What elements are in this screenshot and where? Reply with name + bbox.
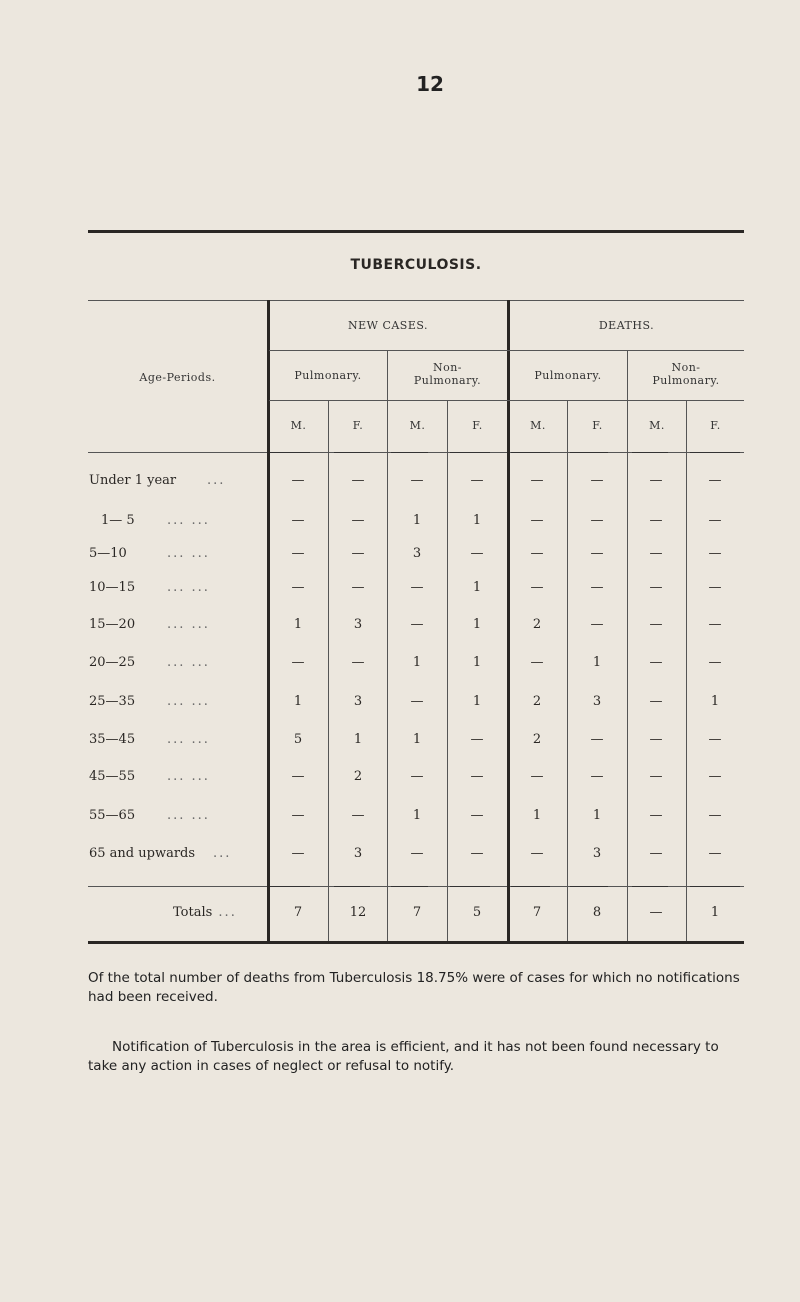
cell-underline-mark: [690, 886, 740, 887]
table-cell: 3: [592, 846, 602, 861]
table-cell: 3: [353, 694, 363, 709]
row-label: [89, 513, 264, 528]
row-leader-dots: ...: [213, 846, 232, 861]
col-m-1: M.: [290, 419, 307, 432]
table-cell: —: [649, 694, 663, 709]
row-label-text: 55—65: [89, 808, 136, 823]
table-cell: 3: [592, 694, 602, 709]
row-leader-dots: ... ...: [167, 655, 210, 670]
table-cell: —: [410, 846, 424, 861]
table-cell: —: [410, 769, 424, 784]
totals-cell: 12: [349, 905, 367, 920]
hseg-sub: [269, 400, 744, 401]
cell-underline-mark: [632, 886, 668, 887]
table-cell: 1: [532, 808, 542, 823]
cell-underline-mark: [570, 886, 608, 887]
cell-underline-mark: [334, 886, 370, 887]
table-cell: —: [530, 655, 544, 670]
table-cell: —: [351, 473, 365, 488]
totals-cell: 7: [532, 905, 542, 920]
cell-underline-mark: [391, 886, 428, 887]
table-cell: 2: [532, 694, 542, 709]
row-label-text: 45—55: [89, 769, 136, 784]
table-cell: 2: [532, 617, 542, 632]
deaths-non-pulmonary-line2: Pulmonary.: [652, 374, 720, 387]
row-label-text: 25—35: [89, 694, 136, 709]
table-cell: —: [291, 473, 305, 488]
table-cell: —: [351, 546, 365, 561]
table-cell: —: [590, 732, 604, 747]
table-cell: —: [708, 617, 722, 632]
table-cell: —: [708, 732, 722, 747]
table-cell: 1: [472, 580, 482, 595]
table-cell: 1: [412, 655, 422, 670]
table-cell: 1: [592, 808, 602, 823]
cell-underline-mark: [450, 452, 490, 453]
totals-cell: 5: [472, 905, 482, 920]
table-cell: 1: [472, 513, 482, 528]
table-cell: —: [530, 846, 544, 861]
row-leader-dots: ... ...: [167, 808, 210, 823]
row-label: [89, 473, 264, 488]
row-label-text: 15—20: [89, 617, 136, 632]
table-cell: —: [470, 473, 484, 488]
table-cell: —: [649, 617, 663, 632]
paragraph-notification-note: Notification of Tuberculosis in the area is efficient, and it has not been found necessary to take any action in cases of neglect or refusal to notify.: [88, 1039, 719, 1074]
table-cell: 3: [412, 546, 422, 561]
table-cell: —: [708, 655, 722, 670]
table-cell: —: [351, 580, 365, 595]
table-bottom-rule: [88, 941, 744, 944]
table-cell: —: [530, 769, 544, 784]
table-cell: 2: [532, 732, 542, 747]
col-f-3: F.: [592, 419, 603, 432]
table-cell: 1: [472, 617, 482, 632]
deaths-non-pulmonary-line1: Non-: [671, 361, 701, 374]
table-cell: 2: [353, 769, 363, 784]
table-cell: 5: [293, 732, 303, 747]
totals-cell: —: [649, 905, 663, 920]
table-cell: —: [291, 846, 305, 861]
row-label: [89, 617, 264, 632]
table-cell: 1: [353, 732, 363, 747]
new-pulmonary-header: Pulmonary.: [294, 369, 362, 382]
cell-underline-mark: [450, 886, 490, 887]
table-cell: 1: [412, 808, 422, 823]
row-leader-dots: ... ...: [167, 580, 210, 595]
col-f-2: F.: [472, 419, 483, 432]
table-cell: —: [291, 513, 305, 528]
table-title: TUBERCULOSIS.: [350, 257, 482, 273]
table-cell: —: [291, 580, 305, 595]
totals-leader-dots: ...: [212, 905, 237, 920]
table-cell: —: [649, 655, 663, 670]
row-label-text: Under 1 year: [89, 473, 177, 488]
table-cell: —: [649, 732, 663, 747]
row-label: [89, 769, 264, 784]
table-cell: —: [649, 846, 663, 861]
table-cell: —: [410, 617, 424, 632]
cell-underline-mark: [511, 452, 550, 453]
table-cell: —: [410, 473, 424, 488]
totals-cell: 1: [710, 905, 720, 920]
table-cell: —: [708, 846, 722, 861]
table-cell: —: [708, 473, 722, 488]
hseg-group: [269, 350, 744, 351]
table-cell: —: [470, 732, 484, 747]
row-label: [89, 694, 264, 709]
age-periods-header: Age-Periods.: [139, 371, 216, 384]
col-m-3: M.: [530, 419, 546, 432]
table-cell: —: [590, 513, 604, 528]
row-leader-dots: ... ...: [167, 546, 210, 561]
row-label: [89, 580, 264, 595]
table-cell: —: [291, 769, 305, 784]
table-cell: 3: [353, 617, 363, 632]
table-cell: —: [351, 513, 365, 528]
table-cell: —: [590, 546, 604, 561]
table-cell: —: [530, 473, 544, 488]
table-cell: —: [590, 580, 604, 595]
table-cell: —: [708, 513, 722, 528]
table-cell: —: [351, 655, 365, 670]
totals-label-text: Totals: [173, 905, 213, 920]
table-cell: —: [291, 655, 305, 670]
row-leader-dots: ... ...: [167, 617, 210, 632]
row-leader-dots: ... ...: [167, 694, 210, 709]
top-heavy-rule: [88, 230, 744, 233]
deaths-pulmonary-header: Pulmonary.: [534, 369, 602, 382]
table-cell: —: [470, 808, 484, 823]
table-cell: —: [530, 580, 544, 595]
table-cell: 1: [710, 694, 720, 709]
table-cell: —: [590, 617, 604, 632]
row-label: [89, 846, 264, 861]
row-leader-dots: ... ...: [167, 732, 210, 747]
table-cell: —: [649, 473, 663, 488]
col-f-4: F.: [710, 419, 721, 432]
table-cell: —: [470, 546, 484, 561]
table-cell: —: [530, 513, 544, 528]
table-cell: 1: [472, 655, 482, 670]
paragraph-deaths-note: Of the total number of deaths from Tuberculosis 18.75% were of cases for which no notifications had been received.: [88, 970, 740, 1005]
table-cell: 1: [592, 655, 602, 670]
table-cell: —: [649, 546, 663, 561]
new-non-pulmonary-line2: Pulmonary.: [413, 374, 482, 387]
table-cell: —: [470, 846, 484, 861]
table-cell: —: [410, 580, 424, 595]
table-cell: —: [530, 546, 544, 561]
cell-underline-mark: [690, 452, 740, 453]
new-non-pulmonary-header: [388, 361, 507, 387]
table-cell: 3: [353, 846, 363, 861]
row-label-text: 35—45: [89, 732, 136, 747]
table-cell: —: [708, 769, 722, 784]
table-cell: —: [470, 769, 484, 784]
deaths-header: DEATHS.: [598, 319, 655, 332]
row-leader-dots: ... ...: [167, 769, 210, 784]
cell-underline-mark: [570, 452, 608, 453]
deaths-non-pulmonary-header: [628, 361, 744, 387]
row-label-text: 1— 5: [101, 513, 135, 528]
totals-cell: 8: [592, 905, 602, 920]
new-non-pulmonary-line1: Non-: [432, 361, 463, 374]
row-label: [89, 808, 264, 823]
table-cell: —: [708, 580, 722, 595]
row-label: [89, 732, 264, 747]
table-cell: —: [590, 473, 604, 488]
row-label-text: 5—10: [89, 546, 127, 561]
row-label-text: 65 and upwards: [89, 846, 196, 861]
table-cell: 1: [412, 513, 422, 528]
table-cell: 1: [293, 617, 303, 632]
table-cell: —: [351, 808, 365, 823]
table-cell: —: [649, 769, 663, 784]
col-f-1: F.: [352, 419, 364, 432]
page-number: 12: [416, 72, 444, 96]
cell-underline-mark: [270, 452, 310, 453]
cell-underline-mark: [511, 886, 550, 887]
table-cell: 1: [293, 694, 303, 709]
row-leader-dots: ... ...: [167, 513, 210, 528]
totals-cell: 7: [293, 905, 303, 920]
table-cell: —: [590, 769, 604, 784]
new-cases-header: NEW CASES.: [347, 319, 429, 332]
col-m-2: M.: [409, 419, 426, 432]
table-cell: —: [649, 513, 663, 528]
row-label-text: 10—15: [89, 580, 136, 595]
row-label: [89, 546, 264, 561]
table-cell: —: [649, 808, 663, 823]
table-cell: —: [649, 580, 663, 595]
header-top-rule: [88, 300, 744, 301]
table-cell: —: [291, 808, 305, 823]
cell-underline-mark: [632, 452, 668, 453]
totals-cell: 7: [412, 905, 422, 920]
table-cell: —: [410, 694, 424, 709]
table-cell: 1: [412, 732, 422, 747]
row-label-text: 20—25: [89, 655, 136, 670]
table-cell: —: [708, 808, 722, 823]
cell-underline-mark: [270, 886, 310, 887]
cell-underline-mark: [334, 452, 370, 453]
row-leader-dots: ...: [207, 473, 226, 488]
cell-underline-mark: [391, 452, 428, 453]
table-cell: —: [708, 546, 722, 561]
col-m-4: M.: [649, 419, 665, 432]
table-cell: 1: [472, 694, 482, 709]
row-label: [89, 655, 264, 670]
table-cell: —: [291, 546, 305, 561]
